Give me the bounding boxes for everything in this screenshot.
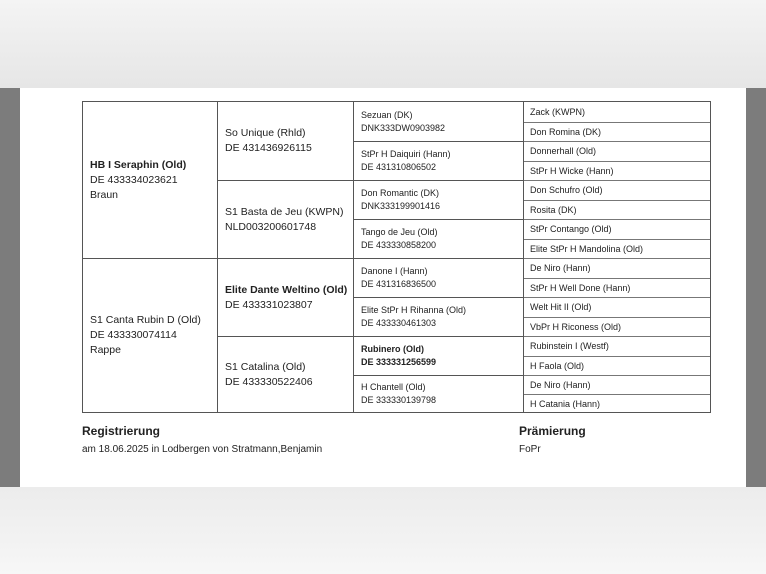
- gen4-name: Don Romina (DK): [530, 126, 602, 137]
- right-border: [746, 88, 766, 487]
- gen2-number: DE 433331023807: [225, 298, 313, 311]
- gen4-name: Don Schufro (Old): [530, 185, 603, 196]
- gen4-cell: [524, 141, 710, 161]
- blurred-background-bottom: [0, 487, 766, 574]
- dam-cell: [83, 258, 218, 412]
- gen3-name: Rubinero (Old): [361, 344, 424, 354]
- gen4-name: Zack (KWPN): [530, 106, 585, 117]
- gen3-cell: [354, 336, 524, 375]
- gen4-name: StPr H Wicke (Hann): [530, 165, 614, 176]
- gen3-number: DE 333330139798: [361, 395, 437, 405]
- gen4-name: StPr Contango (Old): [530, 224, 612, 235]
- gen2-name: So Unique (Rhld): [225, 127, 306, 139]
- gen3-number: DE 433330858200: [361, 240, 437, 250]
- gen4-cell: [524, 278, 710, 298]
- gen3-cell: [354, 180, 524, 219]
- gen4-cell: [524, 200, 710, 220]
- gen2-cell: [218, 180, 354, 258]
- gen3-number: DE 431310806502: [361, 162, 437, 172]
- gen3-cell: [354, 258, 524, 297]
- gen4-cell: [524, 239, 710, 259]
- gen3-name: StPr H Daiquiri (Hann): [361, 149, 451, 159]
- gen3-number: DE 431316836500: [361, 279, 437, 289]
- gen4-cell: [524, 161, 710, 181]
- gen3-number: DE 433330461303: [361, 318, 437, 328]
- gen2-name: S1 Basta de Jeu (KWPN): [225, 205, 344, 218]
- gen3-name: Don Romantic (DK): [361, 188, 440, 198]
- gen4-name: Rubinstein I (Westf): [530, 341, 609, 352]
- gen4-cell: [524, 258, 710, 278]
- gen4-name: De Niro (Hann): [530, 380, 591, 390]
- gen4-name: Welt Hit II (Old): [530, 302, 592, 313]
- gen3-name: H Chantell (Old): [361, 382, 426, 392]
- gen4-cell: [524, 375, 710, 394]
- award-text: FoPr: [519, 444, 541, 455]
- gen4-cell: [524, 122, 710, 142]
- gen2-number: DE 433330522406: [225, 375, 313, 388]
- dam-name: S1 Canta Rubin D (Old): [90, 314, 201, 326]
- gen3-cell: [354, 297, 524, 336]
- gen3-name: Elite StPr H Rihanna (Old): [361, 305, 467, 315]
- sire-color: Braun: [90, 188, 119, 201]
- gen4-cell: [524, 102, 710, 122]
- gen4-name: Elite StPr H Mandolina (Old): [530, 243, 644, 254]
- gen2-number: DE 431436926115: [225, 142, 312, 154]
- gen4-name: Rosita (DK): [530, 204, 577, 215]
- gen4-cell: [524, 356, 710, 376]
- sire-cell: [83, 102, 218, 258]
- sire-name: HB I Seraphin (Old): [90, 158, 187, 171]
- gen3-cell: [354, 375, 524, 412]
- gen4-name: H Faola (Old): [530, 360, 585, 371]
- pedigree-table: [82, 101, 711, 413]
- sire-number: DE 433334023621: [90, 173, 178, 186]
- registration-text: am 18.06.2025 in Lodbergen von Stratmann,Benjamin: [82, 444, 323, 455]
- gen3-cell: [354, 102, 524, 141]
- gen4-name: De Niro (Hann): [530, 263, 591, 274]
- gen4-cell: [524, 297, 710, 317]
- left-border: [0, 88, 20, 487]
- dam-number: DE 433330074114: [90, 329, 177, 341]
- gen2-cell: [218, 258, 354, 336]
- gen4-cell: [524, 180, 710, 200]
- gen2-number: NLD003200601748: [225, 220, 317, 233]
- gen3-cell: [354, 141, 524, 180]
- blurred-background-top: [0, 0, 766, 88]
- award-heading: Prämierung: [519, 424, 586, 438]
- gen4-cell: [524, 219, 710, 239]
- gen4-name: VbPr H Riconess (Old): [530, 321, 622, 332]
- gen3-number: DNK333DW0903982: [361, 122, 446, 133]
- gen4-cell: [524, 394, 710, 412]
- gen3-name: Tango de Jeu (Old): [361, 227, 438, 237]
- gen4-name: Donnerhall (Old): [530, 146, 597, 157]
- gen2-cell: [218, 336, 354, 412]
- gen4-cell: [524, 317, 710, 337]
- gen3-cell: [354, 219, 524, 258]
- gen2-name: S1 Catalina (Old): [225, 360, 306, 373]
- gen4-name: StPr H Well Done (Hann): [530, 282, 631, 293]
- dam-color: Rappe: [90, 344, 121, 356]
- gen2-name: Elite Dante Weltino (Old): [225, 283, 348, 296]
- gen3-name: Danone I (Hann): [361, 266, 428, 276]
- gen4-cell: [524, 336, 710, 356]
- gen3-name: Sezuan (DK): [361, 109, 413, 120]
- gen2-cell: [218, 102, 354, 180]
- registration-heading: Registrierung: [82, 424, 161, 438]
- gen3-number: DNK333199901416: [361, 201, 441, 211]
- gen3-number: DE 333331256599: [361, 357, 437, 367]
- gen4-name: H Catania (Hann): [530, 398, 601, 409]
